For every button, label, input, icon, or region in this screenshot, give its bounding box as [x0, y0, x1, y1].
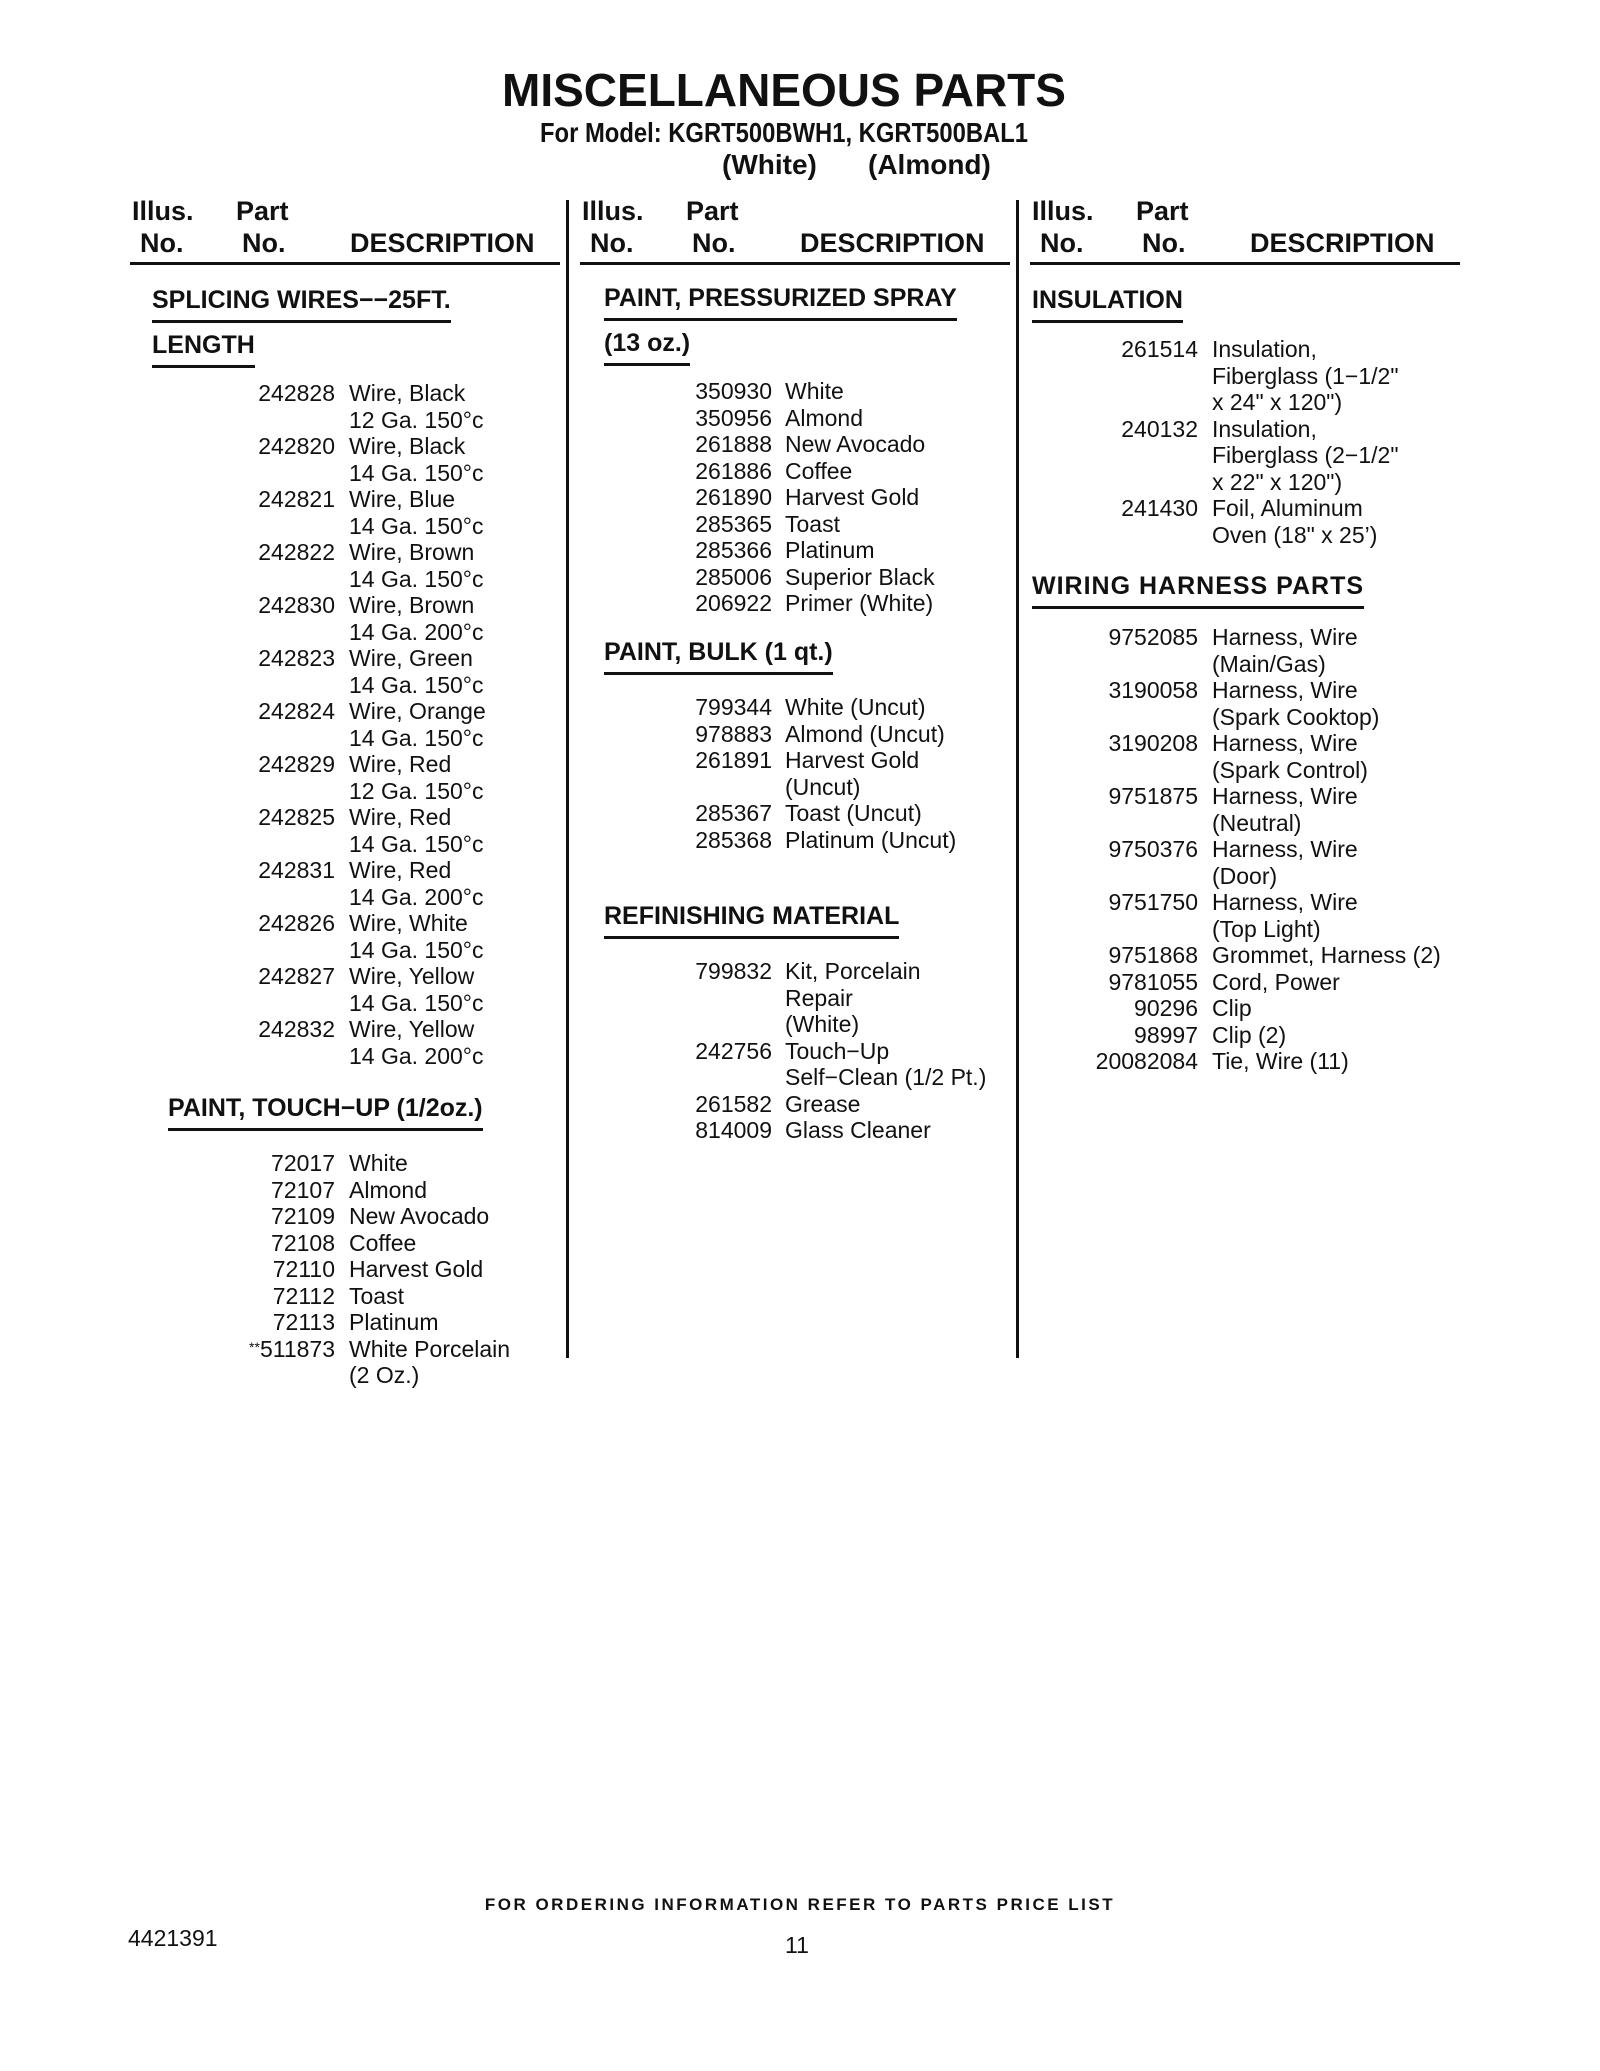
- part-number: 242831: [258, 857, 335, 883]
- part-number: 350956: [695, 404, 772, 431]
- section-title-wiring-harness-parts: WIRING HARNESS PARTS: [1032, 564, 1364, 609]
- part-description: [1212, 677, 1379, 730]
- description-line: White: [349, 1150, 408, 1176]
- description-line: 14 Ga. 200°c: [349, 883, 484, 910]
- part-number: 799832: [695, 958, 772, 984]
- description-line: Wire, Red: [349, 857, 452, 883]
- part-row: [150, 1256, 510, 1283]
- parts-list-paint-bulk: [600, 694, 956, 853]
- description-line: 14 Ga. 150°c: [349, 512, 484, 539]
- part-number: 72110: [272, 1256, 335, 1282]
- part-description: [349, 1283, 404, 1310]
- part-row: [600, 958, 986, 1038]
- description-line: Wire, White: [349, 910, 468, 936]
- description-line: (Spark Cooktop): [1212, 703, 1380, 730]
- part-description: [785, 827, 956, 854]
- description-line: (2 Oz.): [349, 1362, 420, 1388]
- description-line: Almond (Uncut): [785, 720, 945, 747]
- variant-almond-label: (Almond): [868, 149, 991, 180]
- column-header-1: [130, 196, 560, 265]
- part-description: [785, 721, 945, 748]
- part-description: [349, 751, 484, 804]
- description-line: 14 Ga. 150°c: [349, 459, 484, 486]
- part-number: 240132: [1121, 415, 1198, 442]
- part-number: 261886: [695, 457, 772, 484]
- part-number: 20082084: [1095, 1048, 1198, 1074]
- description-line: Wire, Yellow: [349, 1016, 475, 1042]
- part-number: 814009: [695, 1117, 772, 1143]
- part-description: [349, 645, 484, 698]
- column-header-3: [1030, 196, 1460, 265]
- illus-no-label: No.: [590, 228, 634, 258]
- description-line: (Spark Control): [1212, 756, 1368, 783]
- illus-label: Illus.: [582, 196, 644, 226]
- description-line: Touch−Up: [785, 1037, 890, 1064]
- part-number: 285006: [695, 563, 772, 590]
- part-row: [150, 1203, 510, 1230]
- part-description: [349, 1203, 489, 1230]
- description-line: Harness, Wire: [1212, 730, 1358, 756]
- part-description: [1212, 969, 1340, 996]
- part-number: 241430: [1121, 495, 1198, 521]
- description-line: Oven (18" x 25’): [1212, 521, 1378, 548]
- part-description: [349, 1016, 484, 1069]
- description-line: 14 Ga. 150°c: [349, 830, 484, 857]
- part-description: [785, 378, 844, 405]
- part-row: [150, 433, 486, 486]
- part-description: [785, 958, 921, 1038]
- description-line: Wire, Yellow: [349, 963, 475, 989]
- part-number: 9751868: [1108, 942, 1198, 968]
- part-number: 242832: [258, 1016, 335, 1042]
- part-description: [349, 910, 484, 963]
- part-number: 242822: [258, 539, 335, 565]
- part-description: [349, 592, 484, 645]
- part-description: [1212, 730, 1368, 783]
- part-number: 285367: [695, 800, 772, 826]
- column-header-2: [580, 196, 1010, 265]
- part-description: [1212, 783, 1358, 836]
- parts-list-wiring-harness: [1050, 624, 1441, 1075]
- part-row: [600, 431, 935, 458]
- part-description: [349, 433, 484, 486]
- part-description: [349, 1230, 416, 1257]
- description-line: Platinum: [785, 537, 875, 563]
- part-row: [1050, 969, 1441, 996]
- part-description: [349, 963, 484, 1016]
- part-label: Part: [236, 196, 289, 226]
- part-row: [1050, 416, 1399, 496]
- part-description: [349, 1309, 438, 1336]
- part-description: [785, 484, 919, 511]
- part-row: [600, 405, 935, 432]
- description-line: Foil, Aluminum: [1212, 495, 1363, 521]
- parts-list-paint-touch-up: [150, 1150, 510, 1389]
- description-line: x 22" x 120"): [1212, 468, 1343, 495]
- description-line: x 24" x 120"): [1212, 389, 1343, 415]
- part-number: 978883: [695, 720, 772, 747]
- part-row: [600, 827, 956, 854]
- part-row: [150, 539, 486, 592]
- document-number: 4421391: [128, 1925, 218, 1951]
- part-row: [1050, 336, 1399, 416]
- part-row: [600, 747, 956, 800]
- illus-no-label: No.: [140, 228, 184, 258]
- description-line: Harness, Wire: [1212, 783, 1358, 809]
- part-number: 242828: [258, 380, 335, 406]
- part-description: [785, 431, 925, 458]
- description-line: Grommet, Harness (2): [1212, 942, 1441, 968]
- part-row: [600, 721, 956, 748]
- part-description: [1212, 1022, 1286, 1049]
- part-description: [1212, 836, 1358, 889]
- part-number: 261888: [695, 431, 772, 457]
- description-line: Superior Black: [785, 563, 935, 590]
- model-line: For Model: KGRT500BWH1, KGRT500BAL1: [540, 117, 1028, 148]
- part-description: [785, 1117, 931, 1144]
- part-number: 242826: [258, 910, 335, 936]
- part-number: 3190208: [1108, 730, 1198, 756]
- description-line: Wire, Black: [349, 380, 466, 406]
- part-number: 242825: [258, 804, 335, 830]
- part-number: 72107: [271, 1176, 335, 1203]
- description-line: Wire, Blue: [349, 486, 456, 512]
- description-line: Wire, Green: [349, 645, 473, 671]
- part-number: 9781055: [1108, 968, 1198, 995]
- description-line: Kit, Porcelain: [785, 958, 921, 984]
- part-row: [150, 1230, 510, 1257]
- part-row: [1050, 942, 1441, 969]
- part-row: [1050, 677, 1441, 730]
- part-number: 242827: [258, 963, 335, 989]
- parts-list-insulation: [1050, 336, 1399, 548]
- part-description: [785, 537, 874, 564]
- section-title-insulation: INSULATION: [1032, 278, 1183, 323]
- part-number: 9751750: [1108, 889, 1198, 915]
- part-no-label: No.: [1142, 228, 1186, 258]
- description-line: 12 Ga. 150°c: [349, 777, 484, 804]
- description-line: Grease: [785, 1090, 861, 1117]
- description-line: (Uncut): [785, 773, 861, 800]
- part-row: [1050, 995, 1441, 1022]
- description-line: White Porcelain: [349, 1335, 511, 1362]
- part-description: [785, 694, 926, 721]
- part-description: [349, 1256, 483, 1283]
- part-row: [600, 1038, 986, 1091]
- part-row: [150, 645, 486, 698]
- part-description: [1212, 942, 1441, 969]
- part-number: 242820: [258, 433, 335, 459]
- part-row: [600, 511, 935, 538]
- description-line: Cord, Power: [1212, 968, 1340, 995]
- part-row: [1050, 1048, 1441, 1075]
- description-line: Almond: [785, 404, 863, 431]
- part-number: **511873: [249, 1335, 335, 1362]
- part-description: [785, 458, 852, 485]
- illus-label: Illus.: [1032, 196, 1094, 226]
- part-number: 3190058: [1108, 677, 1198, 703]
- description-line: Harvest Gold: [785, 747, 920, 773]
- parts-list-splicing-wires: [150, 380, 486, 1069]
- column-divider: [566, 200, 569, 1358]
- part-description: [1212, 495, 1377, 548]
- part-description: [785, 800, 922, 827]
- part-description: [349, 539, 484, 592]
- part-description: [349, 698, 486, 751]
- part-number: 9750376: [1108, 836, 1198, 862]
- part-row: [600, 1117, 986, 1144]
- description-label: DESCRIPTION: [350, 228, 535, 258]
- description-line: Coffee: [349, 1229, 417, 1256]
- part-number: 242824: [258, 698, 335, 724]
- part-number: 98997: [1134, 1021, 1198, 1048]
- description-line: Repair: [785, 984, 853, 1011]
- section-title-pressurized-spray: PAINT, PRESSURIZED SPRAY (13 oz.): [604, 276, 957, 366]
- description-line: Self−Clean (1/2 Pt.): [785, 1064, 987, 1090]
- page-number: 11: [785, 1932, 809, 1958]
- part-description: [349, 1336, 510, 1389]
- description-line: Almond: [349, 1176, 427, 1203]
- part-row: [1050, 730, 1441, 783]
- part-description: [785, 747, 919, 800]
- part-number: 72109: [271, 1203, 335, 1229]
- description-line: 14 Ga. 150°c: [349, 671, 484, 698]
- part-description: [785, 590, 933, 617]
- description-line: Fiberglass (1−1/2": [1212, 362, 1399, 389]
- part-row: [600, 1091, 986, 1118]
- part-description: [785, 511, 840, 538]
- part-number: 242823: [258, 645, 335, 671]
- part-description: [1212, 416, 1399, 496]
- ordering-notice: FOR ORDERING INFORMATION REFER TO PARTS PRICE LIST: [484, 1895, 1116, 1914]
- description-line: Clip (2): [1212, 1021, 1287, 1048]
- description-line: Harvest Gold: [349, 1256, 484, 1282]
- part-number: 799344: [695, 694, 772, 720]
- section-title-paint-touch-up: PAINT, TOUCH−UP (1/2oz.): [168, 1086, 483, 1131]
- part-row: [150, 1016, 486, 1069]
- description-line: Fiberglass (2−1/2": [1212, 442, 1399, 468]
- part-row: [600, 484, 935, 511]
- part-number: 206922: [695, 590, 772, 616]
- part-number: 285366: [695, 537, 772, 563]
- part-number: 9752085: [1108, 624, 1198, 650]
- part-row: [1050, 783, 1441, 836]
- description-line: New Avocado: [349, 1203, 490, 1229]
- part-row: [1050, 1022, 1441, 1049]
- description-line: Toast: [785, 510, 840, 537]
- description-line: 14 Ga. 150°c: [349, 565, 484, 592]
- part-number: 285368: [695, 826, 772, 853]
- part-row: [600, 378, 935, 405]
- part-number: 90296: [1134, 995, 1198, 1021]
- part-row: [150, 1150, 510, 1177]
- part-row: [600, 458, 935, 485]
- description-label: DESCRIPTION: [1250, 228, 1435, 258]
- part-row: [150, 804, 486, 857]
- part-label: Part: [686, 196, 739, 226]
- variant-white-label: (White): [722, 149, 817, 180]
- part-row: [600, 590, 935, 617]
- description-line: (White): [785, 1011, 860, 1037]
- section-title-splicing-wires: SPLICING WIRES−−25FT. LENGTH: [152, 278, 451, 368]
- part-row: [150, 751, 486, 804]
- section-title-paint-bulk: PAINT, BULK (1 qt.): [604, 630, 833, 675]
- part-row: [150, 1177, 510, 1204]
- description-line: Toast (Uncut): [785, 800, 922, 826]
- part-row: [1050, 889, 1441, 942]
- part-number: 261890: [695, 484, 772, 510]
- description-line: Wire, Black: [349, 433, 466, 459]
- part-description: [1212, 995, 1252, 1022]
- description-line: Harness, Wire: [1212, 889, 1358, 915]
- part-row: [150, 963, 486, 1016]
- description-line: 14 Ga. 200°c: [349, 1042, 484, 1069]
- description-line: 12 Ga. 150°c: [349, 406, 484, 433]
- section-title-refinishing-material: REFINISHING MATERIAL: [604, 894, 899, 939]
- description-line: Harness, Wire: [1212, 677, 1358, 703]
- description-line: Wire, Red: [349, 751, 452, 777]
- part-description: [349, 380, 484, 433]
- part-description: [349, 1150, 408, 1177]
- illus-no-label: No.: [1040, 228, 1084, 258]
- part-description: [1212, 336, 1399, 416]
- parts-list-pressurized-spray: [600, 378, 935, 617]
- description-line: Coffee: [785, 457, 853, 484]
- description-line: Tie, Wire (11): [1212, 1048, 1349, 1074]
- part-row: [150, 486, 486, 539]
- description-line: (Door): [1212, 862, 1278, 889]
- description-line: Wire, Brown: [349, 592, 475, 618]
- description-line: Wire, Red: [349, 804, 452, 830]
- part-row: [1050, 495, 1399, 548]
- page-title: MISCELLANEOUS PARTS: [502, 64, 1066, 116]
- description-line: (Top Light): [1212, 915, 1321, 942]
- part-row: [150, 1283, 510, 1310]
- part-description: [1212, 1048, 1349, 1075]
- part-description: [1212, 624, 1358, 677]
- description-line: (Main/Gas): [1212, 650, 1326, 677]
- part-row: [150, 910, 486, 963]
- part-row: [600, 800, 956, 827]
- part-row: [150, 1336, 510, 1389]
- part-number: 242821: [258, 486, 335, 512]
- part-number: 261514: [1121, 336, 1198, 362]
- part-number: 350930: [695, 378, 772, 404]
- description-line: Toast: [349, 1282, 404, 1309]
- illus-label: Illus.: [132, 196, 194, 226]
- description-line: Platinum: [349, 1309, 439, 1335]
- part-label: Part: [1136, 196, 1189, 226]
- part-row: [600, 694, 956, 721]
- part-number: 72017: [271, 1150, 335, 1176]
- description-line: Primer (White): [785, 590, 934, 616]
- part-no-label: No.: [692, 228, 736, 258]
- part-number: 242829: [258, 751, 335, 777]
- part-number: 242830: [258, 592, 335, 618]
- part-no-label: No.: [242, 228, 286, 258]
- part-number: 72108: [271, 1229, 335, 1256]
- part-number: 9751875: [1108, 783, 1198, 809]
- part-number: 242756: [695, 1037, 772, 1064]
- description-line: Wire, Orange: [349, 698, 486, 724]
- part-number: 72112: [272, 1282, 335, 1309]
- part-row: [150, 592, 486, 645]
- part-description: [785, 405, 863, 432]
- description-line: White: [785, 378, 844, 404]
- part-description: [349, 486, 484, 539]
- description-line: Insulation,: [1212, 336, 1317, 362]
- description-line: Wire, Brown: [349, 539, 475, 565]
- part-description: [785, 1091, 860, 1118]
- part-description: [349, 1177, 427, 1204]
- description-line: Harvest Gold: [785, 484, 920, 510]
- part-number: 72113: [272, 1309, 335, 1335]
- description-line: New Avocado: [785, 431, 926, 457]
- part-number: 261891: [695, 747, 772, 773]
- description-line: 14 Ga. 150°c: [349, 989, 484, 1016]
- part-description: [1212, 889, 1358, 942]
- parts-list-refinishing-material: [600, 958, 986, 1144]
- description-line: Clip: [1212, 995, 1252, 1021]
- part-row: [150, 698, 486, 751]
- part-row: [1050, 624, 1441, 677]
- description-line: Insulation,: [1212, 415, 1317, 442]
- description-label: DESCRIPTION: [800, 228, 985, 258]
- part-number: 261582: [695, 1090, 772, 1117]
- description-line: Glass Cleaner: [785, 1117, 931, 1143]
- part-row: [150, 1309, 510, 1336]
- description-line: (Neutral): [1212, 809, 1302, 836]
- part-row: [150, 857, 486, 910]
- description-line: 14 Ga. 150°c: [349, 724, 484, 751]
- part-row: [600, 564, 935, 591]
- part-description: [349, 804, 484, 857]
- part-number: 285365: [695, 510, 772, 537]
- description-line: 14 Ga. 150°c: [349, 936, 484, 963]
- part-description: [349, 857, 484, 910]
- column-divider: [1016, 200, 1019, 1358]
- part-description: [785, 564, 935, 591]
- description-line: Harness, Wire: [1212, 624, 1358, 650]
- description-line: Harness, Wire: [1212, 836, 1358, 862]
- footnote-marker: **: [249, 1338, 260, 1355]
- description-line: White (Uncut): [785, 694, 926, 720]
- description-line: 14 Ga. 200°c: [349, 618, 484, 645]
- part-row: [150, 380, 486, 433]
- part-description: [785, 1038, 986, 1091]
- description-line: Platinum (Uncut): [785, 826, 957, 853]
- part-row: [600, 537, 935, 564]
- part-row: [1050, 836, 1441, 889]
